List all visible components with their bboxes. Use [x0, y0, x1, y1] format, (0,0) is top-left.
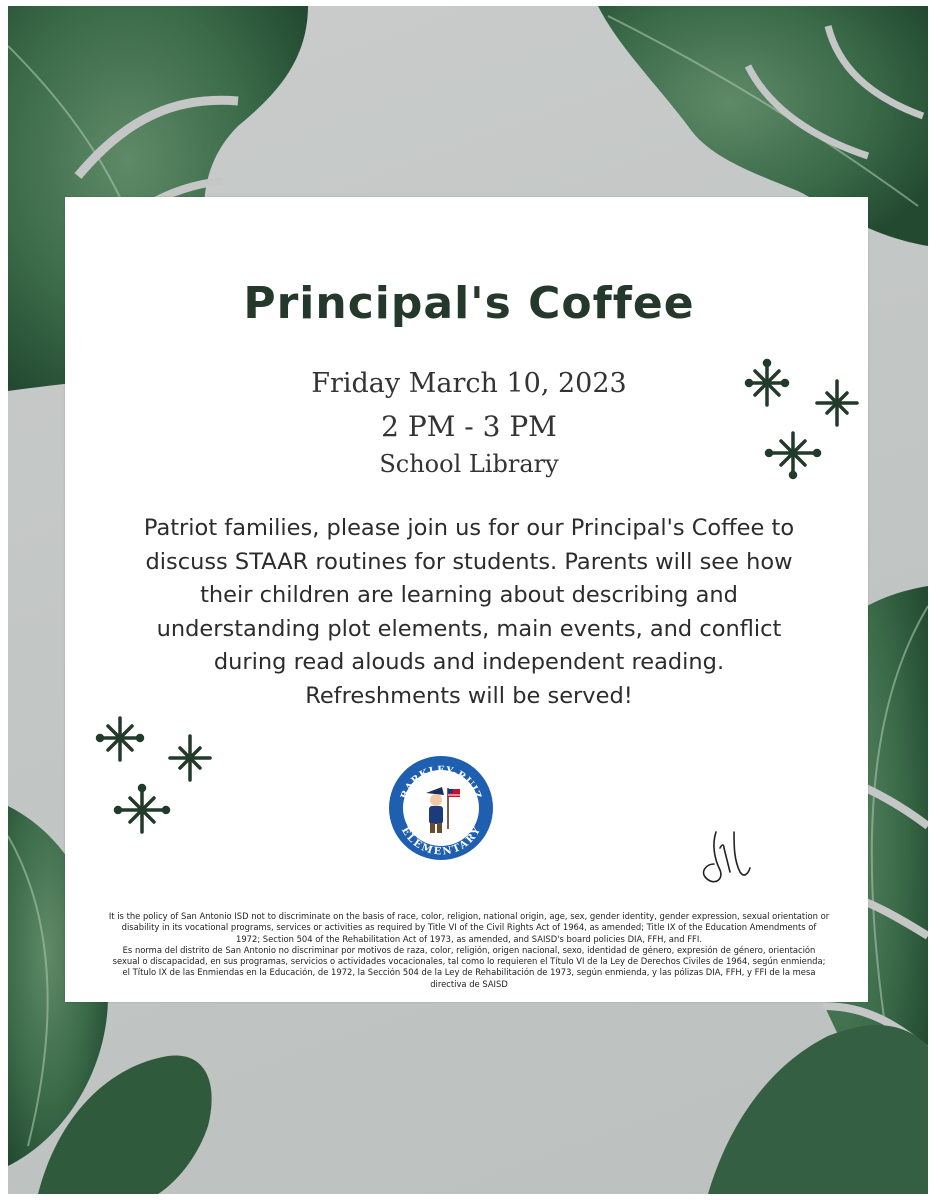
body-line: Refreshments will be served! [305, 682, 633, 709]
body-line: discuss STAAR routines for students. Parents will see how [145, 548, 793, 575]
body-paragraph [90, 512, 848, 713]
policy-line-es: directiva de SAISD [430, 978, 508, 989]
sparkle-stars-right-icon [735, 355, 875, 485]
policy-line-en: disability in its vocational programs, services or activities as required by Title VI of the Civil Rights Act of 1964, as amended; Title IX of the Education Amendments of [121, 922, 817, 933]
signature-icon [690, 828, 754, 890]
policy-line-en: It is the policy of San Antonio ISD not to discriminate on the basis of race, color, religion, national origin, age, sex, gender identity, gender expression, sexual orientation or [108, 911, 830, 921]
nondiscrimination-policy [78, 911, 860, 990]
sparkle-stars-left-icon [92, 710, 222, 840]
event-time: 2 PM - 3 PM [381, 410, 557, 443]
event-date: Friday March 10, 2023 [311, 368, 627, 399]
school-logo [386, 753, 496, 863]
policy-line-es: el Título IX de las Enmiendas en la Educación, de 1972, la Sección 504 de la Ley de Rehabilitación de 1973, según enmienda, y las pólizas DIA, FFH, y FFI de la mesa [122, 967, 816, 978]
leaf-bottom-right-icon [708, 1025, 928, 1194]
body-line: understanding plot elements, main events, and conflict [156, 615, 782, 642]
logo-top-text: BARKLEY-RUIZ [399, 764, 483, 801]
body-line: Patriot families, please join us for our Principal's Coffee to [143, 515, 795, 541]
page-title: Principal's Coffee [243, 278, 695, 329]
body-line: their children are learning about describing and [200, 582, 738, 608]
event-location: School Library [379, 450, 559, 478]
policy-line-en: 1972; Section 504 of the Rehabilitation Act of 1973, as amended, and SAISD's board policies DIA, FFH, and FFI. [236, 933, 702, 944]
policy-line-es: sexual o discapacidad, en sus programas, servicios o actividades vocacionales, tal como lo requieren el Título VI de la Ley de Derechos Civiles de 1964, según enmienda; [112, 956, 826, 967]
body-line: during read alouds and independent reading. [213, 649, 725, 675]
policy-line-es: Es norma del distrito de San Antonio no discriminar por motivos de raza, color, religión, origen nacional, sexo, identidad de género, expresión de género, orientación [122, 944, 816, 955]
logo-bottom-text: ELEMENTARY [398, 825, 484, 858]
